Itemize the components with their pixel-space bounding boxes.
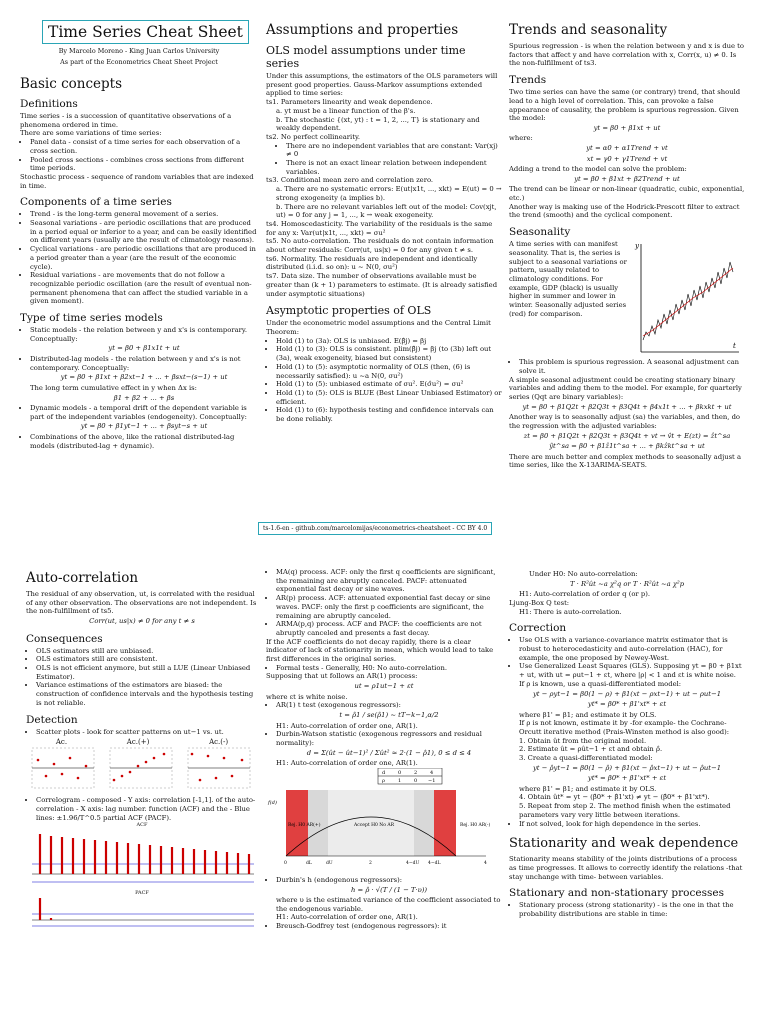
model-combination: • Combinations of the above, like the rational distributed-lag models (distributed-lag + dynamic). bbox=[30, 433, 258, 450]
asymptotic-item: • Hold (1) to (5): asymptotic normality of OLS (then, (6) is necessarily satisfied): u ~a N(0, σu²) bbox=[276, 363, 502, 380]
scatter-plot-none bbox=[32, 748, 94, 788]
equation: yt = β0 + β1xt + β2xt−1 + ... + βsxt−(s−1) + ut bbox=[60, 373, 228, 382]
asymptotic-item: • Hold (1) to (3a): OLS is unbiased. E(β̂j) = βj bbox=[276, 337, 502, 346]
ols-heading: OLS model assumptions under time series bbox=[266, 44, 466, 70]
equation: yt = β0 + β1x1t + ut bbox=[108, 344, 180, 353]
autocorrelation-heading: Auto-correlation bbox=[26, 570, 139, 586]
consequence-item: • Variance estimations of the estimators are biased: the construction of confidence intervals and the hypothesis testing is not reliable. bbox=[36, 681, 258, 707]
component-item: • Seasonal variations - are periodic oscillations that are produced in a period equal or inferior to a year, and can be easily identified on different years (usually are the result of climatology reasons). bbox=[30, 219, 258, 245]
svg-text:f(d): f(d) bbox=[268, 799, 277, 806]
components-list bbox=[20, 210, 258, 306]
column-trends bbox=[509, 0, 745, 470]
rho-unknown: If ρ is not known, estimate it by -for example- the Cochrane-Orcutt iterative method (Prais-Winsten method is also good): bbox=[519, 719, 730, 736]
nonstationary-heading: Stationary and non-stationary processes bbox=[509, 887, 724, 900]
rho-p: where β1' = β1; and estimate it by OLS. bbox=[519, 710, 657, 719]
page-title: Time Series Cheat Sheet bbox=[42, 20, 249, 44]
model-distributed-lag: • Distributed-lag models - the relation between y and x's is not contemporary. Conceptually: yt = β0 + β1xt + β2xt−1 + ... + βsxt−(s−1) + ut The long term cumulative effect in y when Δx is: β1 + β2 + ... + βs bbox=[30, 355, 258, 403]
column-assumptions bbox=[266, 0, 502, 424]
step-item: 3. Create a quasi-differentiated model: bbox=[519, 754, 653, 763]
acf-chart bbox=[26, 828, 258, 886]
svg-text:−1: −1 bbox=[428, 777, 436, 784]
svg-text:2: 2 bbox=[414, 769, 418, 776]
consequence-item: • OLS estimators still are unbiased. bbox=[36, 647, 258, 656]
consequence-item: • OLS estimators still are consistent. bbox=[36, 655, 258, 664]
model-dynamic: • Dynamic models - a temporal drift of the dependent variable is part of the independent variables (endogeneity). Conceptually: yt = β0 + β1yt−1 + ... + βsyt−s + ut bbox=[30, 404, 258, 432]
acf-decay-p: If the ACF coefficients do not decay rapidly, there is a clear indicator of lack of stationarity in mean, which would lead to take first differences in the original series. bbox=[266, 637, 494, 664]
step-item: 5. Repeat from step 2. The method finish when the estimated parameters vary very little between iterations. bbox=[519, 802, 731, 819]
column-basic bbox=[20, 0, 258, 450]
stationarity-p: Stationarity means stability of the joints distributions of a process as time progresses. It allows to correctly identify the relations -that stay unchange with time- between variables. bbox=[509, 855, 743, 881]
ts4: ts4. Homoscedasticity. The variability of the residuals is the same for any x: Var(ut|x1t, ..., xkt) = σu² bbox=[266, 219, 493, 237]
asymptotic-item: • Hold (1) to (5): unbiased estimate of σu². E(σ̂u²) = σu² bbox=[276, 380, 502, 389]
equation: yt = β0 + β1Q2t + β2Q3t + β3Q4t + β4x1t + ... + βkxkt + ut bbox=[522, 402, 732, 411]
ljung-box: Ljung-Box Q test: bbox=[509, 598, 570, 607]
stationarity-heading: Stationarity and weak dependence bbox=[509, 836, 739, 852]
svg-text:ρ: ρ bbox=[382, 777, 385, 784]
ts1: ts1. Parameters linearity and weak dependence. bbox=[266, 98, 433, 107]
stationary-process: • Stationary process (strong stationarity) - is the one in that the probability distributions are stable in time: bbox=[519, 901, 745, 918]
pacf-label: PACF bbox=[135, 890, 149, 897]
svg-text:dL: dL bbox=[306, 860, 312, 866]
ts3a: a. There are no systematic errors: E(ut|x1t, ..., xkt) = E(ut) = 0 → strong exogeneity (a implies b). bbox=[276, 185, 502, 202]
t-label: t bbox=[733, 342, 736, 351]
correction-item: • Use OLS with a variance-covariance matrix estimator that is robust to heterocedasticity and auto-correlation (HAC), for example, the one proposed by Newey-West. bbox=[519, 636, 745, 662]
equation: yt = β0 + β1xt + ut bbox=[593, 123, 661, 132]
trends-p2: Adding a trend to the model can solve the problem: bbox=[509, 165, 687, 174]
seasonality-item: • This problem is spurious regression. A seasonal adjustment can solve it. bbox=[519, 358, 745, 375]
byline-author: By Marcelo Moreno - King Juan Carlos University bbox=[58, 47, 220, 55]
bg-p: Under H0: No auto-correlation: bbox=[529, 570, 638, 578]
column-autocorrelation-tests bbox=[266, 560, 502, 931]
asymptotic-item: • Hold (1) to (3): OLS is consistent. plim(β̂j) = βj (to (3b) left out (3a), weak exogeneity, biased but consistent) bbox=[276, 345, 502, 362]
formal-p2: where εt is white noise. bbox=[266, 692, 348, 701]
formal-p: Supposing that ut follows an AR(1) process: bbox=[266, 672, 418, 681]
spurious-p: Spurious regression - is when the relation between y and x is due to factors that affect y and have correlation with x, Corr(x, u) ≠ 0. Is the non-fulfillment of ts3. bbox=[509, 42, 744, 68]
rho-known: If ρ is known, use a quasi-differentiated model: bbox=[519, 679, 682, 688]
svg-text:Rej. H0 AR(+): Rej. H0 AR(+) bbox=[288, 822, 321, 828]
trends-where: where: bbox=[509, 134, 533, 143]
asymptotic-heading: Asymptotic properties of OLS bbox=[266, 304, 432, 318]
trends-p3: The trend can be linear or non-linear (quadratic, cubic, exponential, etc.) bbox=[509, 185, 745, 203]
footer-license[interactable]: ts-1.6-en - github.com/marcelomijas/econometrics-cheatsheet - CC BY 4.0 bbox=[258, 522, 492, 535]
ts2-item: • There are no independent variables that are constant: Var(xj) ≠ 0 bbox=[286, 142, 502, 159]
pacf-chart bbox=[26, 896, 258, 930]
equation: d = Σ(ût − ût−1)² / Σût² ≈ 2·(1 − ρ̂1), 0 ≤ d ≤ 4 bbox=[306, 748, 472, 757]
equation: yt = α0 + α1Trend + vt bbox=[586, 144, 668, 153]
components-heading: Components of a time series bbox=[20, 196, 172, 209]
svg-text:4−dL: 4−dL bbox=[428, 860, 441, 866]
column-autocorrelation bbox=[26, 560, 258, 934]
detection-heading: Detection bbox=[26, 713, 78, 726]
acf-bars bbox=[40, 834, 249, 874]
correction-item: • Use Generalized Least Squares (GLS). Supposing yt = β0 + β1xt + ut, with ut = ρut−1 + εt, where |ρ| < 1 and εt is white noise. bbox=[519, 662, 745, 679]
scatter-plot-negative bbox=[188, 748, 250, 788]
trends-subheading: Trends bbox=[509, 74, 547, 87]
scatter-label: Ac.(+) bbox=[126, 738, 150, 747]
scatter-plots-item: • Scatter plots - look for scatter patterns on ut−1 vs. ut. bbox=[36, 728, 258, 737]
trends-heading: Trends and seasonality bbox=[509, 22, 668, 38]
lb-h1: H1: There is auto-correlation. bbox=[519, 607, 622, 616]
acf-label: ACF bbox=[136, 822, 148, 829]
seasonality-p3: Another way is to seasonally adjust (sa) the variables, and then, do the regression with the adjusted variables: bbox=[509, 413, 741, 430]
equation: h = ρ̂ · √(T / (1 − T·υ)) bbox=[350, 885, 428, 894]
svg-text:4: 4 bbox=[430, 769, 434, 776]
ts6: ts6. Normality. The residuals are independent and identically distributed (i.i.d. so on): u ~ N(0, σu²) bbox=[266, 254, 478, 272]
defs-p1: Time series - is a succession of quantitative observations of a phenomena ordered in time. bbox=[20, 112, 232, 129]
y-label: y bbox=[635, 242, 639, 251]
equation: ut = ρ1ut−1 + εt bbox=[354, 682, 414, 691]
column-correction bbox=[509, 560, 745, 919]
not-solved: • If not solved, look for high dependence in the series. bbox=[519, 820, 745, 829]
equation: xt = γ0 + γ1Trend + vt bbox=[586, 154, 668, 163]
autocorrelation-p: The residual of any observation, ut, is correlated with the residual of any other observation. The observations are not independent. Is the non-fulfillment of ts5. bbox=[26, 590, 257, 616]
step-item: 2. Estimate ût = ρût−1 + εt and obtain ρ̂. bbox=[519, 745, 663, 754]
equation: Corr(ut, us|x) ≠ 0 for any t ≠ s bbox=[89, 617, 195, 626]
dw-table bbox=[378, 768, 442, 784]
defs-item: • Pooled cross sections - combines cross sections from different time periods. bbox=[30, 156, 258, 173]
equation: yt = β0 + β1yt−1 + ... + βsyt−s + ut bbox=[80, 422, 208, 431]
defs-p3: Stochastic process - sequence of random variables that are indexed in time. bbox=[20, 172, 254, 190]
step-item: 4. Obtain ût* = yt − (β̂0* + β̂1'xt) ≠ yt − (β̂0* + β̂1'xt*). bbox=[519, 793, 710, 802]
model-static: • Static models - the relation between y and x's is contemporary. Conceptually: yt = β0 + β1x1t + ut bbox=[30, 326, 258, 354]
dw-axis-labels bbox=[284, 860, 487, 866]
dw-rejection-region-negative bbox=[434, 790, 456, 856]
correlogram-item: • Correlogram - composed - Y axis: correlation [-1,1]. of the auto-correlation - X axis: lag number. function (ACF) and the - Blue lines: ±1.96/T^0.5 partial ACF (PACF). bbox=[36, 796, 258, 822]
durbin-watson: • Durbin-Watson statistic (exogenous regressors and residual normality): d = Σ(ût − ût−1)² / Σût² ≈ 2·(1 − ρ̂1), 0 ≤ d ≤ 4 H1: Auto-correlation of order one, AR(1). bbox=[276, 730, 502, 768]
seasonality-p: A time series with can manifest seasonality. That is, the series is subject to a seasonal variations or pattern, usually related to climatology conditions. For example, GDP (black) is usually higher in summer and lower in winter. Seasonally adjusted series (red) for comparison. bbox=[509, 240, 627, 318]
asymptotic-p: Under the econometric model assumptions and the Central Limit Theorem: bbox=[266, 319, 491, 336]
trends-p: Two time series can have the same (or contrary) trend, that should lead to a high level of correlation. This, can provoke a false appearance of causality, the problem is spurious regression. Given the model: bbox=[509, 88, 741, 123]
defs-list bbox=[20, 138, 258, 173]
ts7: ts7. Data size. The number of observations available must be greater than (k + 1) parameters to estimate. (It is already satisfied under asymptotic situations) bbox=[266, 272, 498, 298]
ols-p: Under this assumptions, the estimators of the OLS parameters will present good properties. Gauss-Markov assumptions extended applied to time series: bbox=[266, 72, 498, 98]
svg-text:Accept H0 No AR: Accept H0 No AR bbox=[354, 822, 395, 828]
arma-process: • ARMA(p,q) process. ACF and PACF: the coefficients are not abruptly canceled and presents a fast decay. bbox=[276, 620, 502, 637]
page-2 bbox=[0, 560, 768, 1024]
svg-text:1: 1 bbox=[398, 777, 402, 784]
component-item: • Residual variations - are movements that do not follow a recognizable periodic oscillation (are the result of eventual non-permanent phenomena that can affect the studied variable in a given moment). bbox=[30, 271, 258, 306]
trends-p4: Another way is making use of the Hodrick-Prescott filter to extract the trend (smooth) and the cyclical component. bbox=[509, 202, 740, 220]
svg-text:d: d bbox=[382, 769, 386, 776]
dw-inconclusive-region bbox=[414, 790, 434, 856]
equation: yt − ρ̂yt−1 = β0(1 − ρ̂) + β1(xt − ρ̂xt−1) + ut − ρ̂ut−1 bbox=[532, 763, 722, 772]
models-list bbox=[20, 326, 258, 450]
defs-item: • Panel data - consist of a time series for each observation of a cross section. bbox=[30, 138, 258, 155]
equation: yt − ρyt−1 = β0(1 − ρ) + β1(xt − ρxt−1) + ut − ρut−1 bbox=[532, 689, 722, 698]
ts3: ts3. Conditional mean zero and correlation zero. bbox=[266, 176, 434, 185]
gdp-series bbox=[643, 262, 733, 340]
consequence-item: • OLS is not efficient anymore, but still a LUE (Linear Unbiased Estimator). bbox=[36, 664, 258, 681]
ts3b: b. There are no relevant variables left out of the model: Cov(xjt, ut) = 0 for any j = 1, ..., k → weak exogeneity. bbox=[276, 202, 497, 220]
durbin-watson-diagram bbox=[266, 768, 502, 872]
seasonality-p4: There are much better and complex methods to seasonally adjust a time series, like the X-13ARIMA-SEATS. bbox=[509, 452, 742, 470]
assumptions-heading: Assumptions and properties bbox=[266, 22, 459, 38]
basic-heading: Basic concepts bbox=[20, 76, 122, 92]
equation: yt* = β0* + β1'xt* + εt bbox=[587, 774, 667, 783]
scatter-plots bbox=[26, 746, 258, 792]
svg-text:4−dU: 4−dU bbox=[406, 860, 420, 866]
consequences-heading: Consequences bbox=[26, 632, 103, 645]
seasonality-chart bbox=[633, 240, 743, 358]
defs-heading: Definitions bbox=[20, 98, 78, 110]
breusch-godfrey: • Breusch-Godfrey test (endogenous regressors): it bbox=[276, 922, 502, 931]
formal-tests-item: • Formal tests - Generally, H0: No auto-correlation. bbox=[276, 664, 502, 673]
defs-p2: There are some variations of time series: bbox=[20, 129, 162, 138]
scatter-plot-positive bbox=[110, 748, 172, 788]
svg-text:4: 4 bbox=[484, 860, 487, 866]
ma-process: • MA(q) process. ACF: only the first q coefficients are significant, the remaining are abruptly canceled. PACF: attenuated exponential fast decay or sine waves. bbox=[276, 568, 502, 594]
ts5: ts5. No auto-correlation. The residuals do not contain information about other residuals: Corr(ut, us|x) = 0 for any given t ≠ s. bbox=[266, 237, 494, 255]
equation: yt* = β0* + β1'xt* + εt bbox=[587, 700, 667, 709]
ts2-item: • There is not an exact linear relation between independent variables. bbox=[286, 159, 502, 176]
svg-text:dU: dU bbox=[326, 860, 333, 866]
byline-project: As part of the Econometrics Cheat Sheet Project bbox=[60, 58, 218, 66]
component-item: • Cyclical variations - are periodic oscillations that are produced in a period greater than a year (are the result of the economic cycle). bbox=[30, 245, 258, 271]
equation: β1 + β2 + ... + βs bbox=[113, 393, 175, 402]
svg-text:0: 0 bbox=[414, 777, 418, 784]
ts2: ts2. No perfect collinearity. bbox=[266, 132, 361, 141]
ar1-t-test: • AR(1) t test (exogenous regressors): t = ρ̂1 / se(ρ̂1) ~ tT−k−1,α/2 H1: Auto-correlation of order one, AR(1). bbox=[276, 701, 502, 730]
svg-text:Rej. H0 AR(-): Rej. H0 AR(-) bbox=[460, 822, 491, 828]
equation: T · R²ût ~a χ²q or T · R²ût ~a χ²p bbox=[569, 579, 685, 588]
svg-text:0: 0 bbox=[284, 860, 287, 866]
asymptotic-item: • Hold (1) to (6): hypothesis testing and confidence intervals can be done reliably. bbox=[276, 406, 502, 423]
ts1a: a. yt must be a linear function of the β's. bbox=[276, 106, 416, 115]
component-item: • Trend - is the long-term general movement of a series. bbox=[30, 210, 258, 219]
equation: t = ρ̂1 / se(ρ̂1) ~ tT−k−1,α/2 bbox=[339, 711, 439, 720]
svg-text:0: 0 bbox=[398, 769, 402, 776]
equation: zt = β0 + β1Q2t + β2Q3t + β3Q4t + vt → v̂t + E(zt) = ẑt^sa bbox=[523, 431, 731, 440]
models-heading: Type of time series models bbox=[20, 312, 163, 325]
ts1b: b. The stochastic {(xt, yt) : t = 1, 2, ..., T} is stationary and weakly dependent. bbox=[276, 115, 480, 133]
scatter-label: Ac. bbox=[55, 738, 68, 747]
step-item: 1. Obtain ût from the original model. bbox=[519, 736, 647, 745]
svg-text:2: 2 bbox=[369, 860, 372, 866]
correction-heading: Correction bbox=[509, 622, 567, 635]
scatter-label: Ac.(-) bbox=[209, 738, 229, 747]
equation: yt = β0 + β1xt + β2Trend + ut bbox=[574, 174, 680, 183]
seasonality-heading: Seasonality bbox=[509, 226, 571, 239]
step3-p: where β1' = β1; and estimate it by OLS. bbox=[519, 784, 657, 793]
equation: ŷt^sa = β0 + β1ẑ1t^sa + ... + βkẑkt^sa + ut bbox=[549, 442, 705, 451]
bg-h1: H1: Auto-correlation of order q (or p). bbox=[519, 590, 651, 599]
seasonality-p2: A simple seasonal adjustment could be creating stationary binary variables and adding them to the model. For example, for quarterly series (Qqt are binary variables): bbox=[509, 375, 742, 401]
durbins-h: • Durbin's h (endogenous regressors): h = ρ̂ · √(T / (1 − T·υ)) where υ is the estimated variance of the coefficient associated to the endogenous variable. H1: Auto-correlation of order one, AR(1). bbox=[276, 876, 502, 922]
asymptotic-item: • Hold (1) to (5): OLS is BLUE (Best Linear Unbiased Estimator) or efficient. bbox=[276, 389, 502, 406]
ar-process: • AR(p) process. ACF: attenuated exponential fast decay or sine waves. PACF: only the first p coefficients are significant, the remaining are abruptly canceled. bbox=[276, 594, 502, 620]
